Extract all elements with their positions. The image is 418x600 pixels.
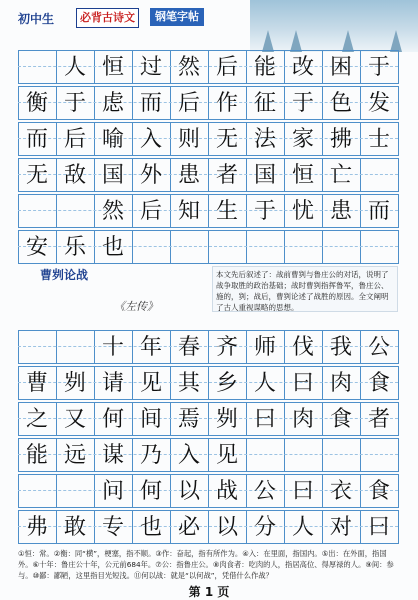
grid-character: 入 <box>177 443 200 468</box>
grid-character: 弗 <box>25 515 48 540</box>
grid-character: 何 <box>139 479 162 504</box>
grid-character: 以 <box>215 515 238 540</box>
grid-character <box>246 230 284 264</box>
grid-character: 乡 <box>215 371 238 396</box>
grid-character <box>284 438 322 472</box>
grid-character: 以 <box>177 479 200 504</box>
grid-character: 后 <box>215 55 238 80</box>
grid-character: 师 <box>253 335 276 360</box>
grid-row <box>18 194 399 228</box>
grid-character: 者 <box>367 407 390 432</box>
grid-character: 国 <box>101 163 124 188</box>
book-badge: 必背古诗文 <box>76 8 139 28</box>
grid-character <box>18 50 56 84</box>
grid-character: 十 <box>101 335 124 360</box>
section-author: 《左传》 <box>114 300 158 313</box>
grid-character: 能 <box>25 443 48 468</box>
grid-character: 困 <box>329 55 352 80</box>
grid-character <box>322 438 360 472</box>
grid-character: 人 <box>253 371 276 396</box>
grid-character <box>246 438 284 472</box>
grid-character: 而 <box>25 127 48 152</box>
grid-character: 春 <box>177 335 200 360</box>
grid-character: 请 <box>101 371 124 396</box>
grid-character: 家 <box>291 127 314 152</box>
grid-character: 于 <box>367 55 390 80</box>
grid-row <box>18 474 399 508</box>
grid-character: 无 <box>25 163 48 188</box>
grid-character: 之 <box>25 407 48 432</box>
grid-row <box>18 510 399 544</box>
section-title: 曹刿论战 <box>40 268 89 282</box>
grid-character <box>18 474 56 508</box>
grid-row <box>18 86 399 120</box>
grid-character: 远 <box>63 443 86 468</box>
grid-character: 肉 <box>291 407 314 432</box>
grid-character: 则 <box>177 127 200 152</box>
grid-character: 敌 <box>63 163 86 188</box>
grid-character: 然 <box>177 55 200 80</box>
grid-character <box>56 474 94 508</box>
section-title-block <box>18 260 208 316</box>
grid-character <box>18 330 56 364</box>
series-label: 初中生 <box>18 12 55 26</box>
grid-character: 伐 <box>291 335 314 360</box>
grid-character: 士 <box>367 127 390 152</box>
grid-character: 过 <box>139 55 162 80</box>
grid-character: 作 <box>215 91 238 116</box>
grid-row <box>18 330 399 364</box>
grid-character <box>284 230 322 264</box>
grid-character <box>360 230 398 264</box>
grid-character <box>132 230 170 264</box>
grid-character: 必 <box>177 515 200 540</box>
grid-character: 于 <box>63 91 86 116</box>
grid-character: 衡 <box>25 91 48 116</box>
grid-character: 生 <box>215 199 238 224</box>
grid-character: 人 <box>291 515 314 540</box>
grid-character: 公 <box>253 479 276 504</box>
grid-character: 问 <box>101 479 124 504</box>
grid-character: 又 <box>63 407 86 432</box>
grid-character: 见 <box>139 371 162 396</box>
grid-character: 而 <box>367 199 390 224</box>
grid-character: 战 <box>215 479 238 504</box>
grid-character: 而 <box>139 91 162 116</box>
grid-character: 食 <box>329 407 352 432</box>
grid-character: 分 <box>253 515 276 540</box>
grid-row <box>18 366 399 400</box>
grid-row <box>18 438 399 472</box>
grid-character: 曹 <box>25 371 48 396</box>
grid-character: 拂 <box>329 127 352 152</box>
grid-character: 对 <box>329 515 352 540</box>
grid-character: 间 <box>139 407 162 432</box>
grid-character: 改 <box>291 55 314 80</box>
grid-character: 然 <box>101 199 124 224</box>
grid-character: 虑 <box>101 91 124 116</box>
grid-character: 年 <box>139 335 162 360</box>
grid-character: 安 <box>25 235 48 260</box>
page-number: 第 1 页 <box>188 585 230 599</box>
footnotes: ①恒：常。②衡：同“横”，梗塞，指不顺。③作：奋起，指有所作为。④入：在里面，指国内。⑤出：在外面，指国外。⑥十年：鲁庄公十年，公元前684年。⑦公：指鲁庄公。⑧肉食者：吃肉的人，指居高位、得厚禄的人。⑨间：参与。⑩鄙：鄙陋，这里指目光短浅。⑪何以战：就是“以何战”，凭借什么作战？ <box>18 549 394 580</box>
grid-character: 患 <box>329 199 352 224</box>
grid-character <box>208 230 246 264</box>
grid-character: 恒 <box>101 55 124 80</box>
grid-character: 亡 <box>329 163 352 188</box>
grid-character: 焉 <box>177 407 200 432</box>
grid-character: 忧 <box>291 199 314 224</box>
book-subtitle: 钢笔字帖 <box>150 8 204 26</box>
grid-character: 刿 <box>63 371 86 396</box>
grid-character: 者 <box>215 163 238 188</box>
grid-character: 无 <box>215 127 238 152</box>
grid-character: 食 <box>367 479 390 504</box>
grid-character: 曰 <box>367 515 390 540</box>
grid-character: 曰 <box>291 479 314 504</box>
grid-character: 色 <box>329 91 352 116</box>
grid-character <box>360 158 398 192</box>
grid-character: 齐 <box>215 335 238 360</box>
grid-character: 后 <box>63 127 86 152</box>
grid-row <box>18 158 399 192</box>
grid-character: 敢 <box>63 515 86 540</box>
grid-character <box>56 194 94 228</box>
grid-character: 乐 <box>63 235 86 260</box>
grid-character: 后 <box>177 91 200 116</box>
grid-character: 谋 <box>101 443 124 468</box>
grid-character: 我 <box>329 335 352 360</box>
grid-character: 见 <box>215 443 238 468</box>
grid-character: 肉 <box>329 371 352 396</box>
grid-character: 外 <box>139 163 162 188</box>
grid-row <box>18 230 399 264</box>
grid-character: 发 <box>367 91 390 116</box>
page-header <box>0 0 418 40</box>
grid-row <box>18 402 399 436</box>
grid-character: 于 <box>291 91 314 116</box>
grid-character: 也 <box>139 515 162 540</box>
grid-character <box>56 330 94 364</box>
grid-character: 何 <box>101 407 124 432</box>
grid-character: 恒 <box>291 163 314 188</box>
grid-character <box>360 438 398 472</box>
section-intro: 本文先后叙述了：战前曹刿与鲁庄公的对话，说明了战争取胜的政治基础；战时曹刿指挥鲁军，鲁庄公、施的，刿；战后，曹刿论述了战胜的原因。全文阐明了古人重视谋略的思想。 <box>212 266 398 312</box>
grid-character: 征 <box>253 91 276 116</box>
grid-character: 人 <box>63 55 86 80</box>
grid-character: 也 <box>101 235 124 260</box>
grid-character: 入 <box>139 127 162 152</box>
grid-character: 后 <box>139 199 162 224</box>
grid-character: 食 <box>367 371 390 396</box>
grid-row <box>18 50 399 84</box>
grid-character: 乃 <box>139 443 162 468</box>
grid-character <box>18 194 56 228</box>
grid-character: 专 <box>101 515 124 540</box>
grid-row <box>18 122 399 156</box>
grid-character: 曰 <box>291 371 314 396</box>
grid-character: 知 <box>177 199 200 224</box>
grid-character: 患 <box>177 163 200 188</box>
grid-character: 喻 <box>101 127 124 152</box>
grid-character: 法 <box>253 127 276 152</box>
grid-character: 衣 <box>329 479 352 504</box>
grid-character: 国 <box>253 163 276 188</box>
grid-character: 公 <box>367 335 390 360</box>
grid-character: 刿 <box>215 407 238 432</box>
grid-character <box>170 230 208 264</box>
grid-character <box>322 230 360 264</box>
grid-character: 其 <box>177 371 200 396</box>
grid-character: 于 <box>253 199 276 224</box>
grid-character: 曰 <box>253 407 276 432</box>
grid-character: 能 <box>253 55 276 80</box>
